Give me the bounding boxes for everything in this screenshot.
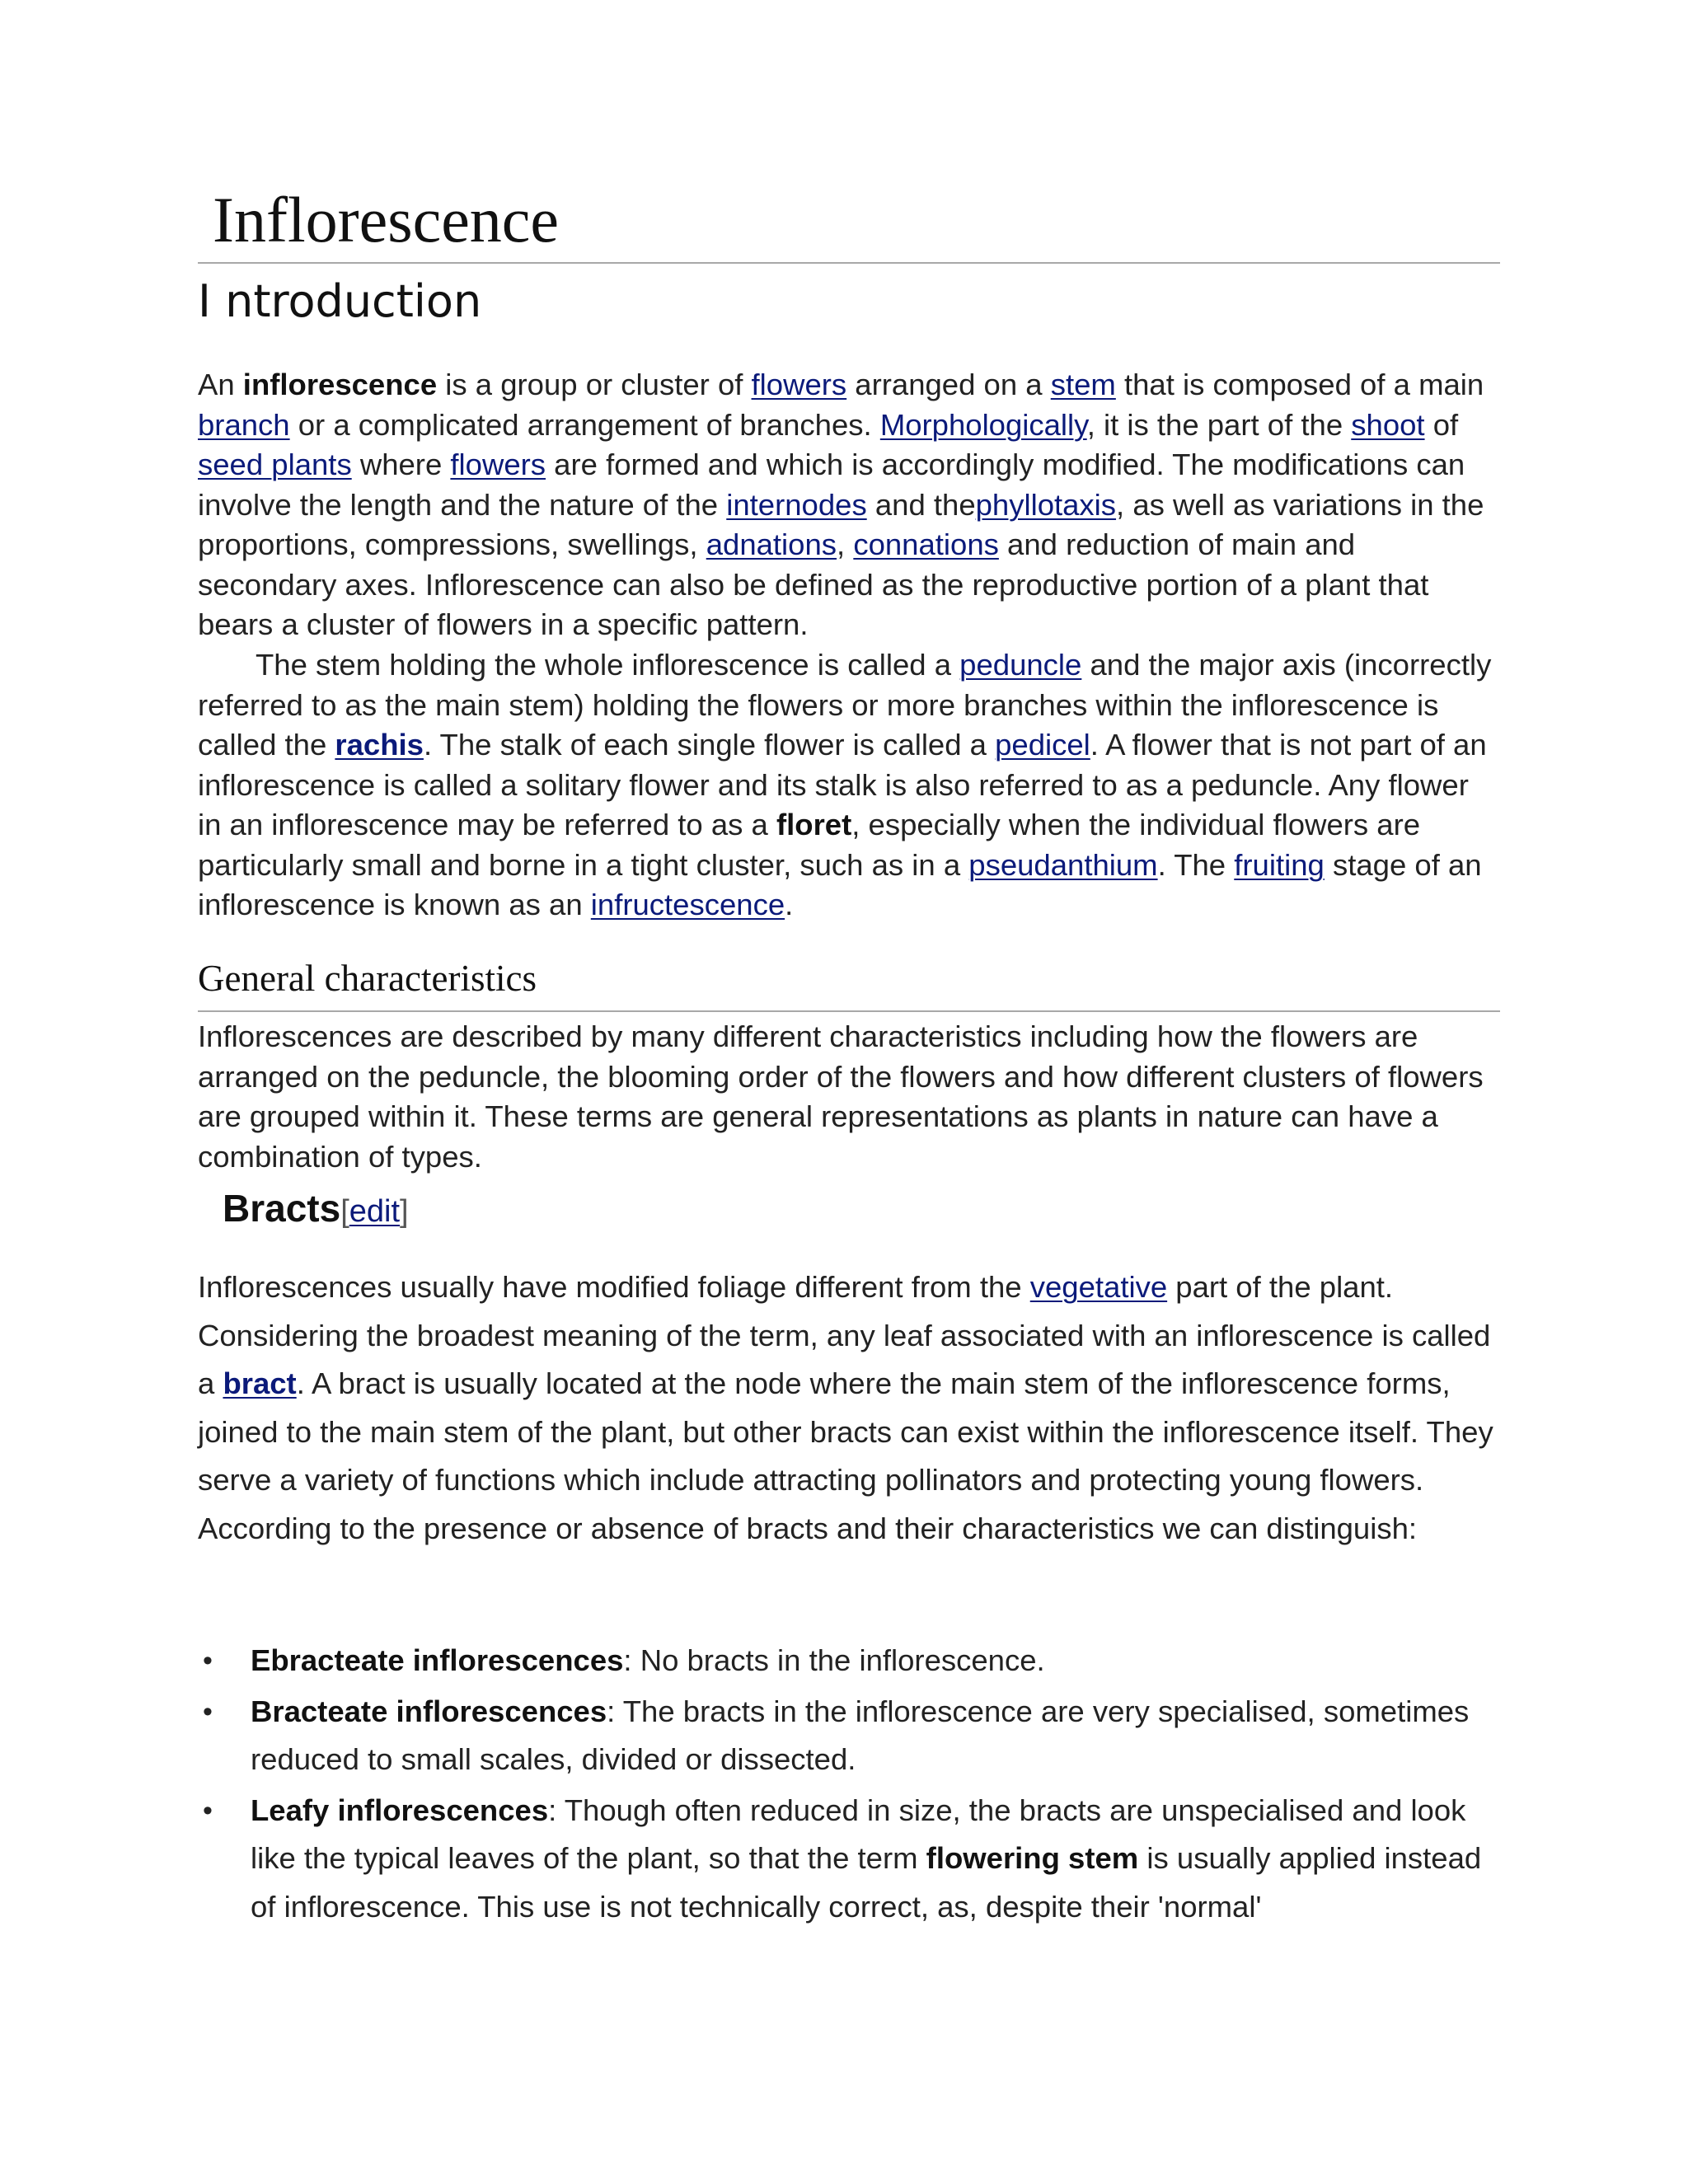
general-characteristics-heading: General characteristics xyxy=(198,958,537,999)
text: and the xyxy=(866,487,976,522)
text: are formed and which is accordingly modified. The modifications can involve the length and the nature of the xyxy=(198,448,1465,522)
link-flowers-2[interactable]: flowers xyxy=(450,448,546,481)
introduction-heading: I ntroduction xyxy=(198,275,482,327)
text: or a complicated arrangement of branches. xyxy=(289,407,880,442)
text: of xyxy=(1424,407,1459,442)
text: The stem holding the whole inflorescence is called a xyxy=(256,648,960,682)
text: Inflorescences usually have modified foliage different from the xyxy=(198,1270,1030,1304)
term-inflorescence: inflorescence xyxy=(242,368,438,401)
link-adnations[interactable]: adnations xyxy=(706,527,837,561)
list-item-term-flowering-stem: flowering stem xyxy=(926,1841,1139,1875)
list-item-text: : No bracts in the inflorescence. xyxy=(623,1643,1045,1677)
text: . The xyxy=(1157,847,1235,882)
list-item xyxy=(198,1637,1500,1685)
text: , it is the part of the xyxy=(1086,407,1352,442)
text: An xyxy=(198,368,243,401)
text: and reduction of main and secondary axes. Inflorescence can also be defined as the reproductive portion of a plant that bears a cluster of flowers in a specific pattern. xyxy=(198,527,1429,641)
list-item xyxy=(198,1688,1500,1784)
link-peduncle[interactable]: peduncle xyxy=(959,648,1082,682)
link-fruiting[interactable]: fruiting xyxy=(1234,847,1325,882)
bracts-paragraph xyxy=(198,1263,1500,1553)
bullet-icon: • xyxy=(203,1695,213,1727)
general-characteristics-paragraph: Inflorescences are described by many different characteristics including how the flowers are arranged on the peduncle, the blooming order of the flowers and how different clusters of flowers are grouped within it. These terms are general representations as plants in nature can have a combination of types. xyxy=(198,1019,1484,1174)
list-item-term: Ebracteate inflorescences xyxy=(251,1643,624,1677)
text: arranged on a xyxy=(846,368,1051,401)
text: . The stalk of each single flower is called a xyxy=(423,728,996,762)
page-title: Inflorescence xyxy=(213,184,560,255)
link-bract[interactable]: bract xyxy=(223,1366,297,1400)
list-item-text: : The bracts in the inflorescence are very specialised, sometimes reduced to small scales, divided or dissected. xyxy=(251,1694,1470,1776)
link-rachis[interactable]: rachis xyxy=(335,728,424,762)
bracts-heading xyxy=(223,1188,409,1230)
link-pedicel[interactable]: pedicel xyxy=(995,728,1090,762)
bullet-icon: • xyxy=(203,1794,213,1826)
introduction-paragraph-2 xyxy=(198,645,1500,926)
title-divider xyxy=(198,262,1500,264)
text: . xyxy=(785,888,794,921)
edit-bracket-open: [ xyxy=(340,1194,349,1229)
link-branch[interactable]: branch xyxy=(198,407,290,442)
list-item-text: : Though often reduced in size, the bracts are unspecialised and look like the typical leaves of the plant, so that the term xyxy=(251,1793,1466,1875)
list-item-term: Leafy inflorescences xyxy=(251,1793,549,1827)
section-divider xyxy=(198,1010,1500,1012)
link-shoot[interactable]: shoot xyxy=(1351,407,1425,442)
text: , especially when the individual flowers are particularly small and borne in a tight cluster, such as in a xyxy=(198,808,1421,882)
text: , xyxy=(837,527,854,561)
link-seed-plants[interactable]: seed plants xyxy=(198,448,352,481)
text: where xyxy=(351,448,451,481)
edit-link[interactable]: edit xyxy=(349,1194,401,1229)
link-flowers[interactable]: flowers xyxy=(751,368,847,401)
text: . A bract is usually located at the node where the main stem of the inflorescence forms, joined to the main stem of the plant, but other bracts can exist within the inflorescence itself. They serve a variety of functions which include attracting pollinators and protecting young flowers. According to the presence or absence of bracts and their characteristics we can distinguish: xyxy=(198,1366,1493,1545)
link-stem[interactable]: stem xyxy=(1050,368,1116,401)
text: . A flower that is not part of an inflorescence is called a solitary flower and its stalk is also referred to as a peduncle. Any flower in an inflorescence may be referred to as a xyxy=(198,728,1487,841)
text: , as well as variations in the proportions, compressions, swellings, xyxy=(198,487,1484,561)
bracts-heading-text: Bracts xyxy=(223,1187,341,1230)
term-floret: floret xyxy=(776,808,852,841)
link-internodes[interactable]: internodes xyxy=(726,487,867,522)
bullet-icon: • xyxy=(203,1645,213,1676)
link-morphologically[interactable]: Morphologically xyxy=(879,407,1087,442)
introduction-paragraph-1 xyxy=(198,365,1500,645)
text: and the major axis (incorrectly referred to as the main stem) holding the flowers or more branches within the inflorescence is called the xyxy=(198,648,1492,762)
list-item xyxy=(198,1787,1500,1932)
link-phyllotaxis[interactable]: phyllotaxis xyxy=(975,487,1117,522)
text: stage of an inflorescence is known as an xyxy=(198,847,1482,921)
link-infructescence[interactable]: infructescence xyxy=(590,888,785,921)
text: that is composed of a main xyxy=(1115,368,1484,401)
list-item-term: Bracteate inflorescences xyxy=(251,1694,607,1728)
link-pseudanthium[interactable]: pseudanthium xyxy=(968,847,1158,882)
list-item-text: is usually applied instead of inflorescence. This use is not technically correct, as, despite their 'normal' xyxy=(251,1841,1482,1924)
edit-bracket-close: ] xyxy=(400,1194,409,1229)
link-connations[interactable]: connations xyxy=(853,527,999,561)
text: part of the plant. Considering the broadest meaning of the term, any leaf associated with an inflorescence is called a xyxy=(198,1270,1491,1400)
text: is a group or cluster of xyxy=(437,368,752,401)
bract-types-list xyxy=(198,1637,1500,1933)
link-vegetative[interactable]: vegetative xyxy=(1029,1270,1168,1304)
